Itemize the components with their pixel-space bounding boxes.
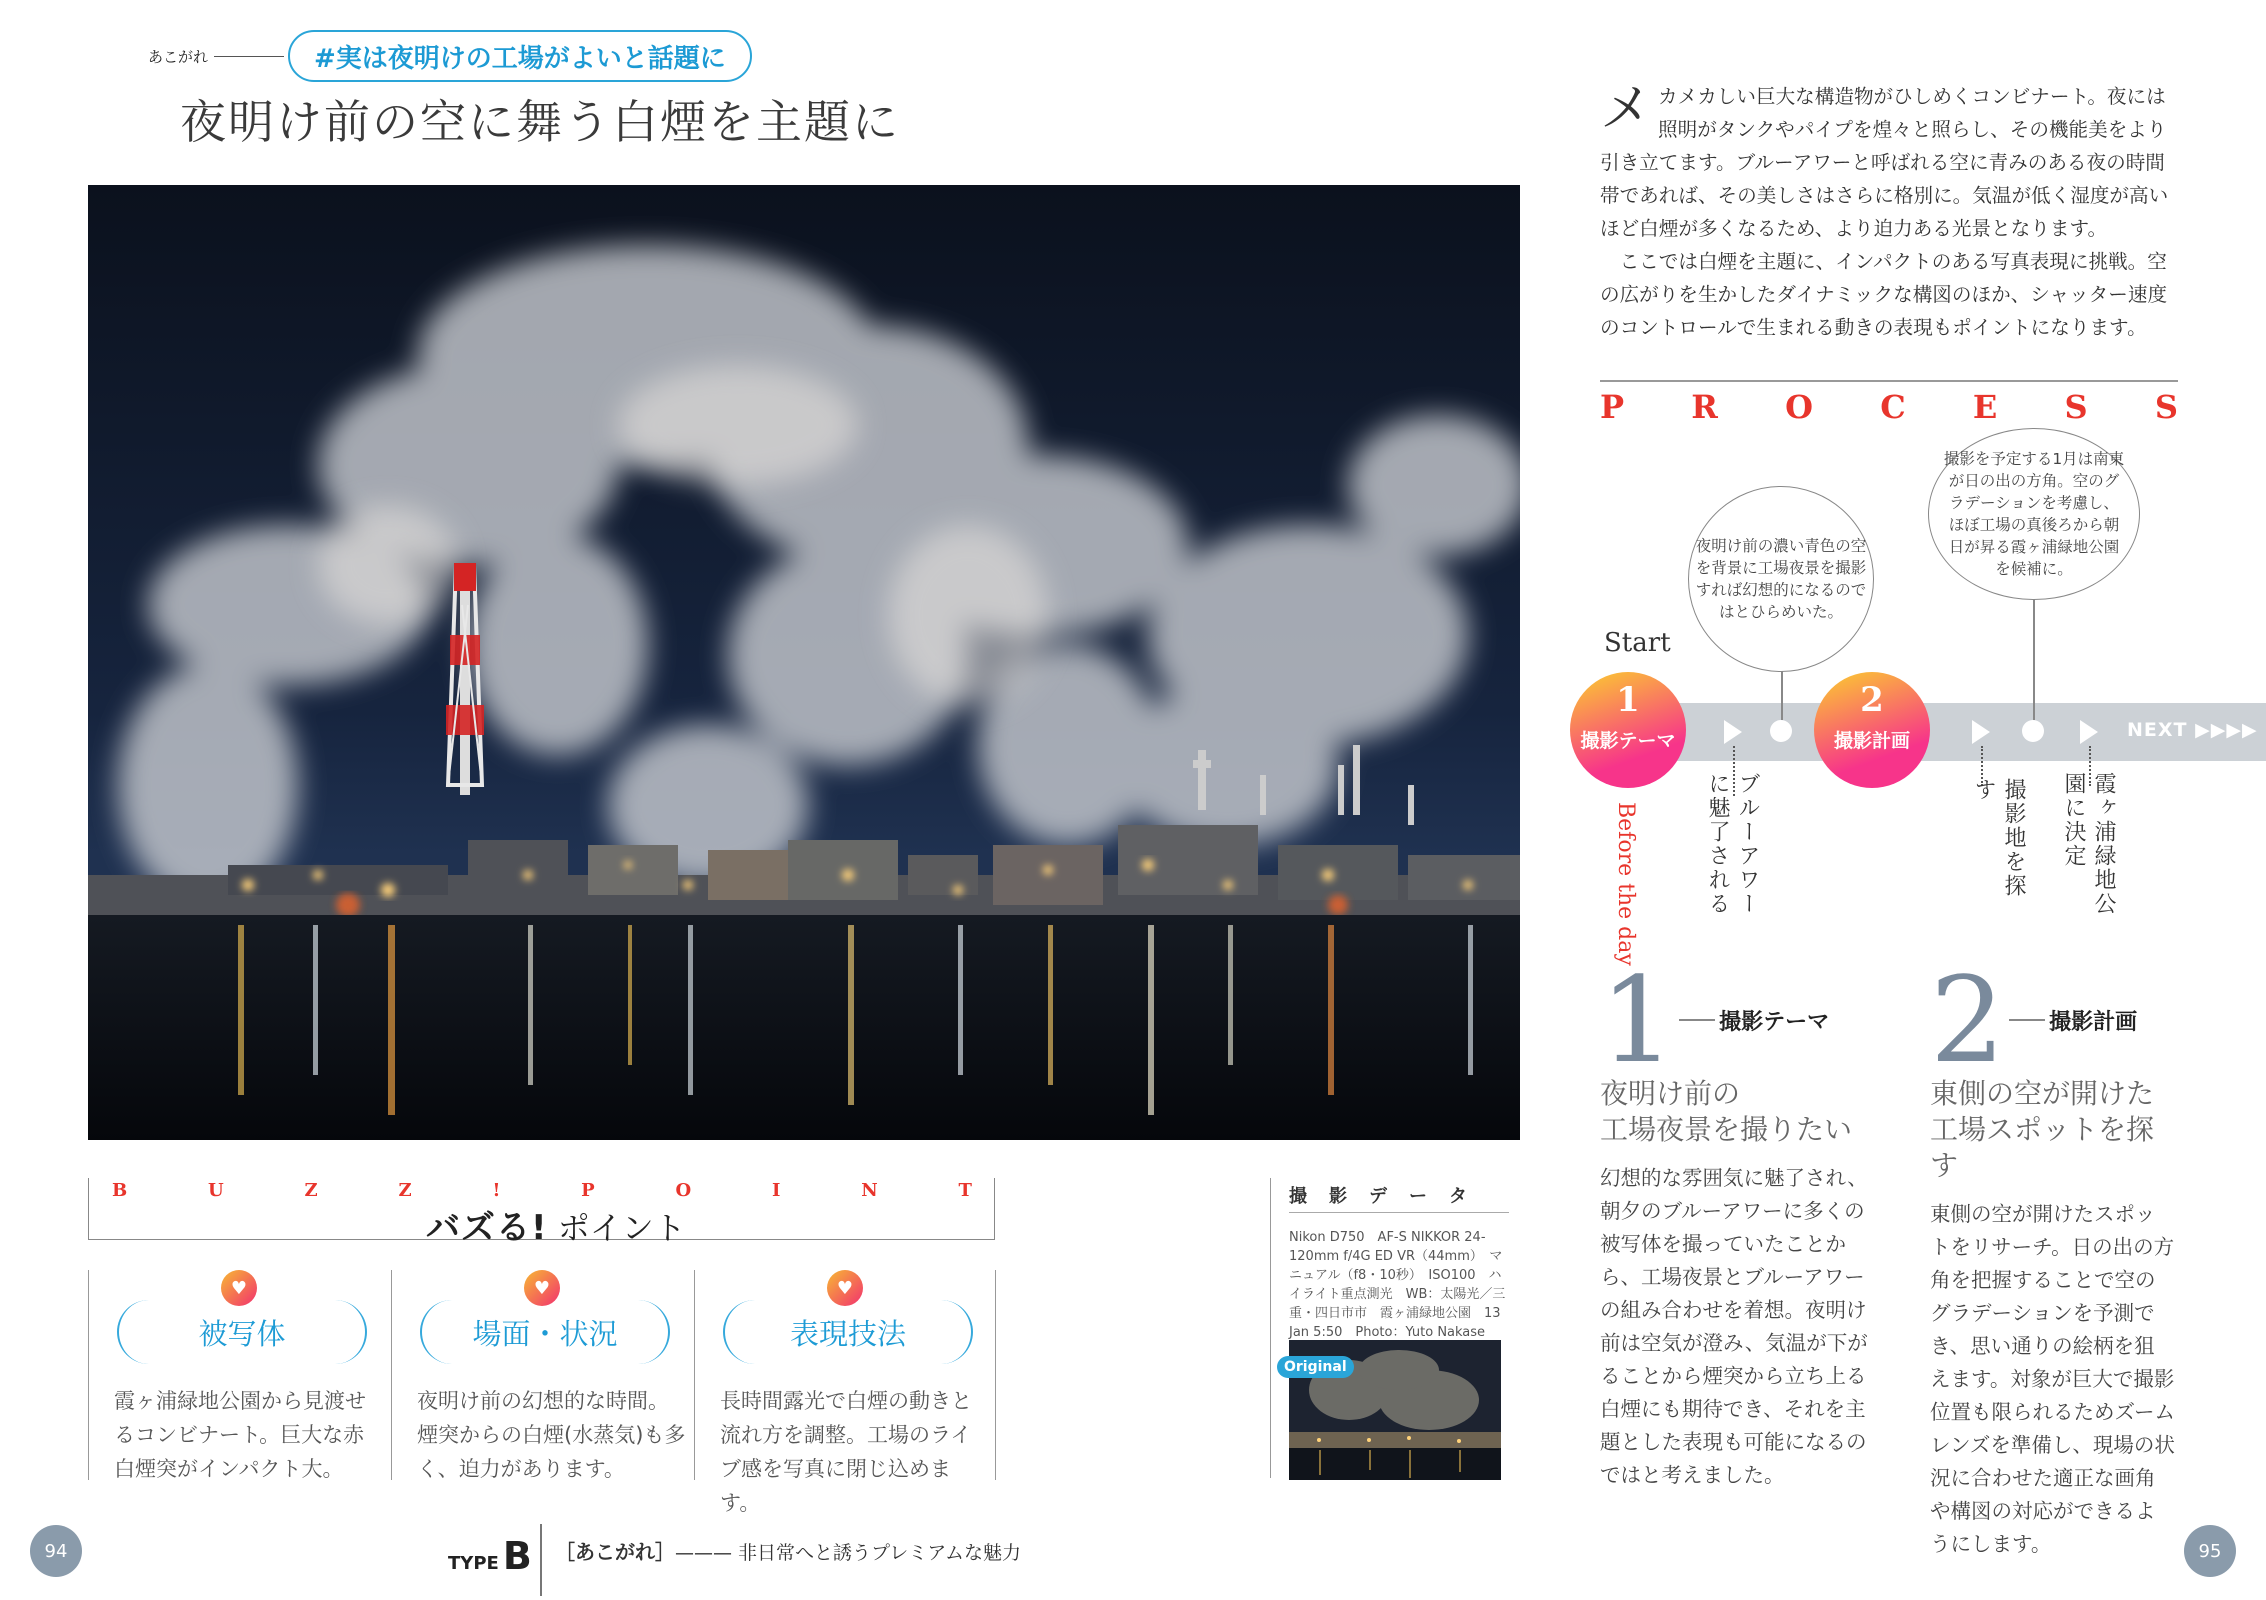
- shooting-data-text: Nikon D750 AF-S NIKKOR 24-120mm f/4G ED VR（44mm） マニュアル（f8・10秒） ISO100 ハイライト重点測光 WB：太陽光／三重・四日市市 霞ヶ浦緑地公園 13 Jan 5:50 Photo：Yuto Nakase: [1289, 1230, 1506, 1340]
- buzz-letter: T: [958, 1180, 972, 1201]
- buzz-point-label: 場面・状況: [420, 1300, 670, 1364]
- buzz-letter: N: [861, 1180, 878, 1201]
- buzz-letter: U: [208, 1180, 224, 1201]
- category-rule: [214, 56, 284, 57]
- footer-section: ［あこがれ］: [555, 1540, 675, 1564]
- buzz-title-rest: ポイント: [557, 1209, 686, 1247]
- step-subtitle-line1: 東側の空が開けた: [1930, 1077, 2155, 1110]
- timeline-step-text: 霞ヶ浦緑地公園に決定: [2061, 772, 2116, 916]
- heart-icon: ♥: [524, 1270, 560, 1306]
- process-node-1: [1570, 672, 1686, 788]
- buzz-letter: Z: [304, 1180, 318, 1201]
- intro-paragraph-2: ここでは白煙を主題に、インパクトのある写真表現に挑戦。空の広がりを生かしたダイナミックな構図のほか、シャッター速度のコントロールで生まれる動きの表現もポイントになります。: [1600, 250, 2168, 339]
- buzz-title: [426, 1200, 686, 1249]
- process-letter: S: [2064, 388, 2088, 426]
- buzz-letter: B: [112, 1180, 128, 1201]
- process-node-2: [1814, 672, 1930, 788]
- buzz-letter: !: [492, 1180, 501, 1201]
- page-title: 夜明け前の空に舞う白煙を主題に: [180, 95, 900, 149]
- process-letter: S: [2154, 388, 2178, 426]
- timeline-dot: [2022, 720, 2044, 742]
- process-letter: E: [1972, 388, 1998, 426]
- timeline-step-text: 撮影地を探す: [1971, 778, 2026, 898]
- buzz-point-subject: [88, 1270, 391, 1480]
- before-the-day-label: Before the day: [1613, 802, 1638, 966]
- category-label: [148, 46, 284, 67]
- heart-icon: ♥: [827, 1270, 863, 1306]
- buzz-letter: P: [581, 1180, 595, 1201]
- step-number: 2: [1930, 951, 2006, 1089]
- step-subtitle-line1: 夜明け前の: [1600, 1077, 1741, 1110]
- buzz-point-label: 表現技法: [723, 1300, 973, 1364]
- arrow-icon: [2080, 720, 2098, 744]
- buzz-point-technique: [694, 1270, 996, 1515]
- page-number-left: 94: [30, 1525, 82, 1577]
- buzz-point-text: 夜明け前の幻想的な時間。煙突からの白煙(水蒸気)も多く、迫力があります。: [417, 1389, 686, 1481]
- step-number: 1: [1600, 951, 1676, 1089]
- step-subtitle-line2: 工場夜景を撮りたい: [1600, 1113, 1853, 1146]
- arrow-icon: [1972, 720, 1990, 744]
- step-2: [1930, 951, 2180, 1561]
- note-bubble-1: 夜明け前の濃い青色の空を背景に工場夜景を撮影すれば幻想的になるのではとひらめいた。: [1688, 486, 1874, 672]
- buzz-title-bold: バズる!: [426, 1208, 548, 1248]
- buzz-point-label: 被写体: [117, 1300, 367, 1364]
- type-letter: B: [502, 1534, 532, 1578]
- dropcap: メ: [1600, 79, 1653, 139]
- main-photo: [88, 185, 1520, 1140]
- start-label: Start: [1604, 628, 1671, 658]
- process-letters: [1600, 388, 2178, 426]
- connector: [2033, 596, 2035, 720]
- type-prefix: TYPE: [448, 1553, 499, 1574]
- shooting-data-title: 撮影データ: [1289, 1186, 1489, 1207]
- node-label: 撮影テーマ: [1580, 730, 1676, 752]
- node-number: 1: [1616, 680, 1640, 720]
- page-number-right: 95: [2184, 1525, 2236, 1577]
- process-letter: C: [1880, 388, 1906, 426]
- divider: [1289, 1212, 1509, 1213]
- timeline-dot: [1770, 720, 1792, 742]
- process-rule: [1600, 380, 2178, 382]
- hashtag-pill: #実は夜明けの工場がよいと話題に: [288, 30, 752, 82]
- step-dash: [1679, 1019, 1715, 1021]
- process-letter: O: [1785, 388, 1813, 426]
- process-letter: P: [1600, 388, 1625, 426]
- category-text: あこがれ: [148, 48, 209, 66]
- footer-tagline: ——— 非日常へと誘うプレミアムな魅力: [675, 1542, 1021, 1564]
- node-number: 2: [1860, 680, 1884, 720]
- intro-paragraph-1: カメカしい巨大な構造物がひしめくコンビナート。夜には照明がタンクやパイプを煌々と照らし、その機能美をより引き立てます。ブルーアワーと呼ばれる空に青みのある夜の時間帯であれば、その美しさはさらに格別に。気温が低く湿度が高いほど白煙が多くなるため、より迫力ある光景となります。: [1600, 85, 2169, 240]
- heart-icon: ♥: [221, 1270, 257, 1306]
- step-subtitle-line2: 工場スポットを探す: [1930, 1113, 2155, 1182]
- footer-divider: [540, 1524, 542, 1596]
- buzz-letter: I: [772, 1180, 781, 1201]
- buzz-letter: O: [675, 1180, 692, 1201]
- buzz-letters: [112, 1180, 972, 1201]
- node-label: 撮影計画: [1833, 730, 1910, 752]
- step-dash: [2009, 1019, 2045, 1021]
- timeline-step-text: ブルーアワーに魅了される: [1705, 772, 1760, 916]
- buzz-point-scene: [391, 1270, 694, 1480]
- step-body: 東側の空が開けたスポットをリサーチ。日の出の方角を把握することで空のグラデーションを予測でき、思い通りの絵柄を狙えます。対象が巨大で撮影位置も限られるためズームレンズを準備し、現場の状況に合わせた適正な画角や構図の対応ができるようにします。: [1930, 1202, 2175, 1556]
- original-badge: Original: [1277, 1356, 1354, 1378]
- arrow-icon: [1724, 720, 1742, 744]
- shooting-data: [1270, 1178, 1520, 1478]
- note-bubble-2: 撮影を予定する1月は南東が日の出の方角。空のグラデーションを考慮し、ほぼ工場の真後ろから朝日が昇る霞ヶ浦緑地公園を候補に。: [1928, 428, 2140, 600]
- buzz-point-text: 長時間露光で白煙の動きと流れ方を調整。工場のライブ感を写真に閉じ込めます。: [720, 1389, 972, 1515]
- step-label: 撮影計画: [2049, 1009, 2138, 1035]
- step-1: [1600, 951, 1880, 1492]
- buzz-letter: Z: [398, 1180, 412, 1201]
- step-label: 撮影テーマ: [1719, 1009, 1830, 1035]
- next-label: NEXT ▶▶▶▶: [2127, 719, 2258, 741]
- type-label: [448, 1534, 532, 1578]
- step-body: 幻想的な雰囲気に魅了され、朝夕のブルーアワーに多くの被写体を撮っていたことから、工場夜景とブルーアワーの組み合わせを着想。夜明け前は空気が澄み、気温が下がることから煙突から立ち上る白煙にも期待でき、それを主題とした表現も可能になるのではと考えました。: [1600, 1166, 1868, 1487]
- buzz-point-text: 霞ヶ浦緑地公園から見渡せるコンビナート。巨大な赤白煙突がインパクト大。: [114, 1389, 366, 1481]
- footer-text: [555, 1536, 1021, 1565]
- process-letter: R: [1691, 388, 1718, 426]
- intro-text: [1600, 80, 2180, 344]
